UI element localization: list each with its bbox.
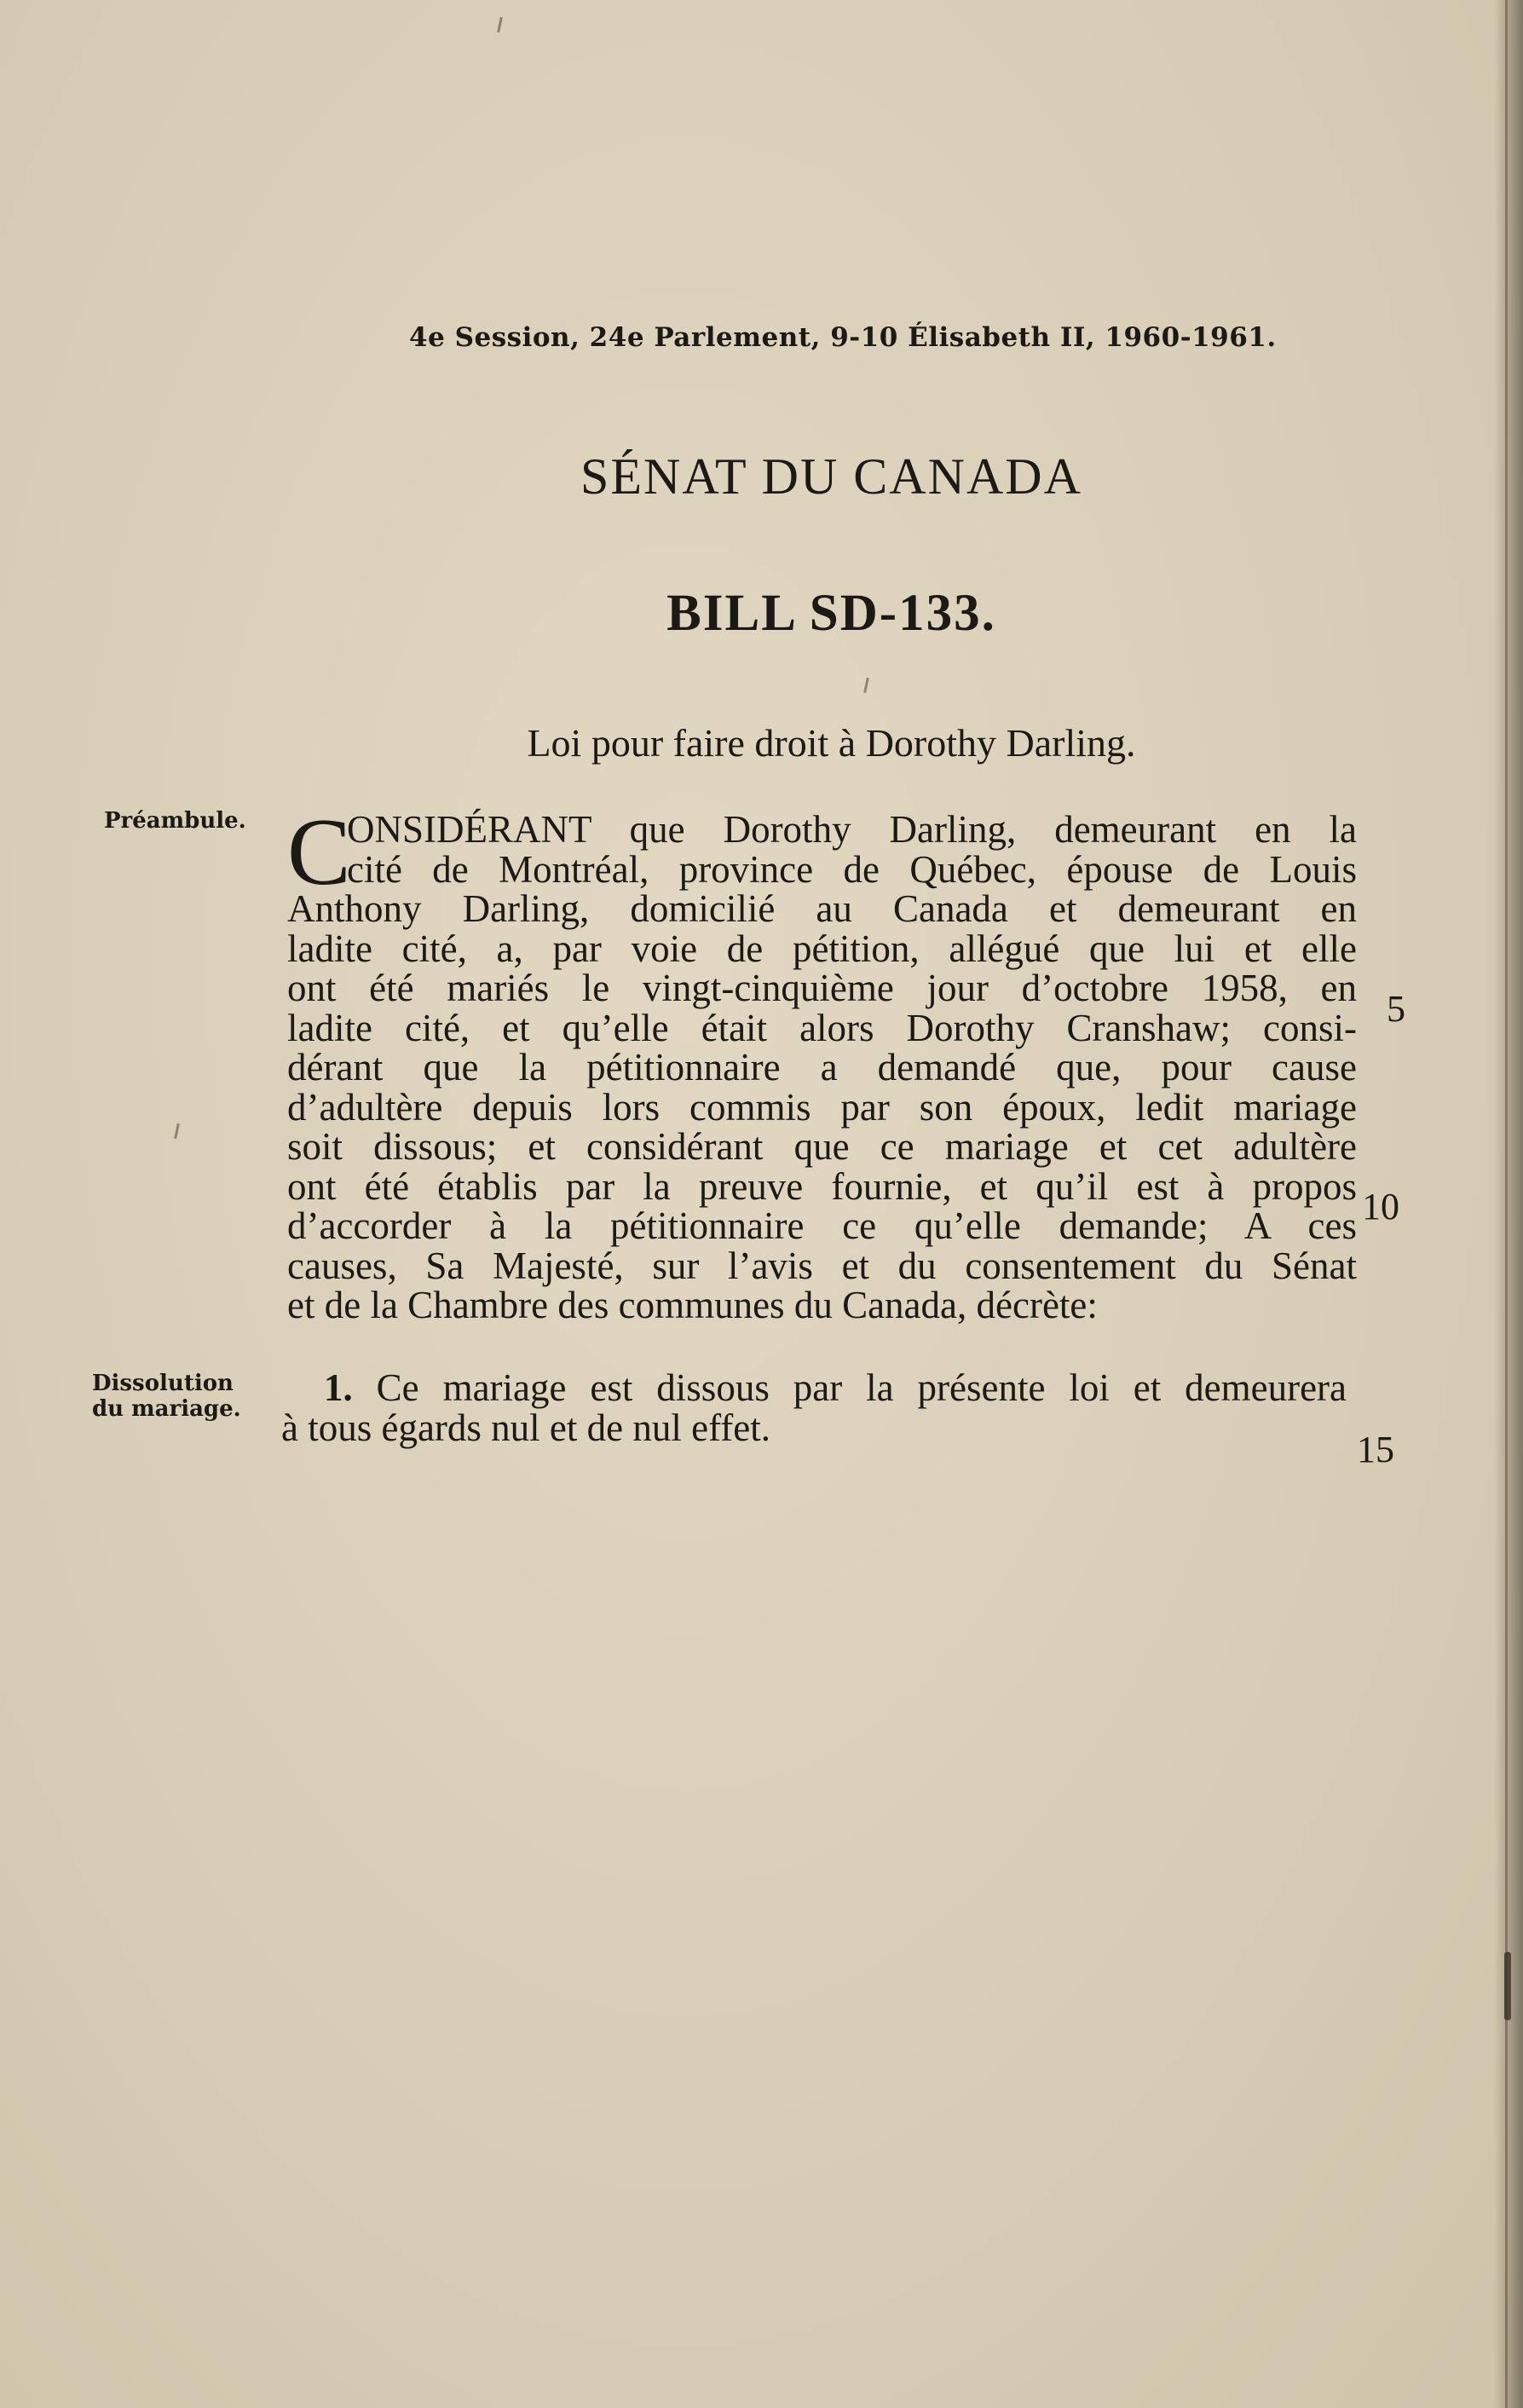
margin-note-preamble: Préambule. (104, 808, 246, 834)
line-number: 15 (1357, 1429, 1394, 1470)
paper-speck (174, 1123, 180, 1139)
section-1-line (281, 1368, 1347, 1408)
preamble-line: d’accorder à la pétitionnaire ce qu’elle demande; A ces (287, 1204, 1357, 1247)
line-number: 10 (1362, 1186, 1399, 1227)
preamble-line: dérant que la pétitionnaire a demandé que, pour cause (287, 1046, 1357, 1089)
section-1-line: à tous égards nul et de nul effet. (281, 1406, 770, 1449)
preamble-line: et de la Chambre des communes du Canada, décrète: (287, 1284, 1098, 1326)
paper-speck (863, 678, 869, 693)
bill-subtitle (0, 720, 1523, 765)
paper-speck (497, 17, 503, 32)
preamble-line: ONSIDÉRANT que Dorothy Darling, demeurant en la (347, 808, 1357, 851)
margin-note-dissolution-line-1: Dissolution (92, 1371, 234, 1396)
section-number: 1. (324, 1366, 353, 1409)
preamble-paragraph (287, 800, 1357, 1326)
chamber-title (0, 448, 1523, 506)
margin-note-dissolution-line-2: du mariage. (92, 1396, 241, 1422)
line-number: 5 (1387, 988, 1405, 1030)
preamble-line: ont été établis par la preuve fournie, et qu’il est à propos (287, 1164, 1357, 1208)
preamble-line: Anthony Darling, domicilié au Canada et demeurant en (287, 887, 1357, 930)
preamble-line: ladite cité, a, par voie de pétition, allégué que lui et elle (287, 927, 1357, 970)
session-heading: 4e Session, 24e Parlement, 9-10 Élisabeth II, 1960-1961. (409, 322, 1277, 353)
preamble-line: cité de Montréal, province de Québec, épouse de Louis (347, 847, 1357, 891)
bill-number (0, 584, 1523, 644)
page-edge-shadow (1494, 0, 1523, 2408)
preamble-line: d’adultère depuis lors commis par son époux, ledit mariage (287, 1085, 1357, 1129)
bill-subtitle-text: Loi pour faire droit à Dorothy Darling. (527, 721, 1136, 765)
page-edge-mark (1504, 1952, 1511, 2020)
section-1-text: Ce mariage est dissous par la présente loi et demeurera (376, 1366, 1347, 1409)
bill-number-text: BILL SD-133. (666, 585, 996, 642)
preamble-line: ladite cité, et qu’elle était alors Dorothy Cranshaw; consi- (287, 1006, 1357, 1049)
section-1 (281, 1368, 1347, 1447)
margin-note-dissolution (92, 1371, 241, 1422)
preamble-line: causes, Sa Majesté, sur l’avis et du consentement du Sénat (287, 1244, 1357, 1287)
page-edge-line (1505, 0, 1508, 2408)
preamble-line: soit dissous; et considérant que ce mariage et cet adultère (287, 1125, 1357, 1168)
drop-cap: C (287, 800, 351, 905)
chamber-title-text: SÉNAT DU CANADA (580, 448, 1082, 505)
preamble-line: ont été mariés le vingt-cinquième jour d’octobre 1958, en (287, 967, 1357, 1009)
